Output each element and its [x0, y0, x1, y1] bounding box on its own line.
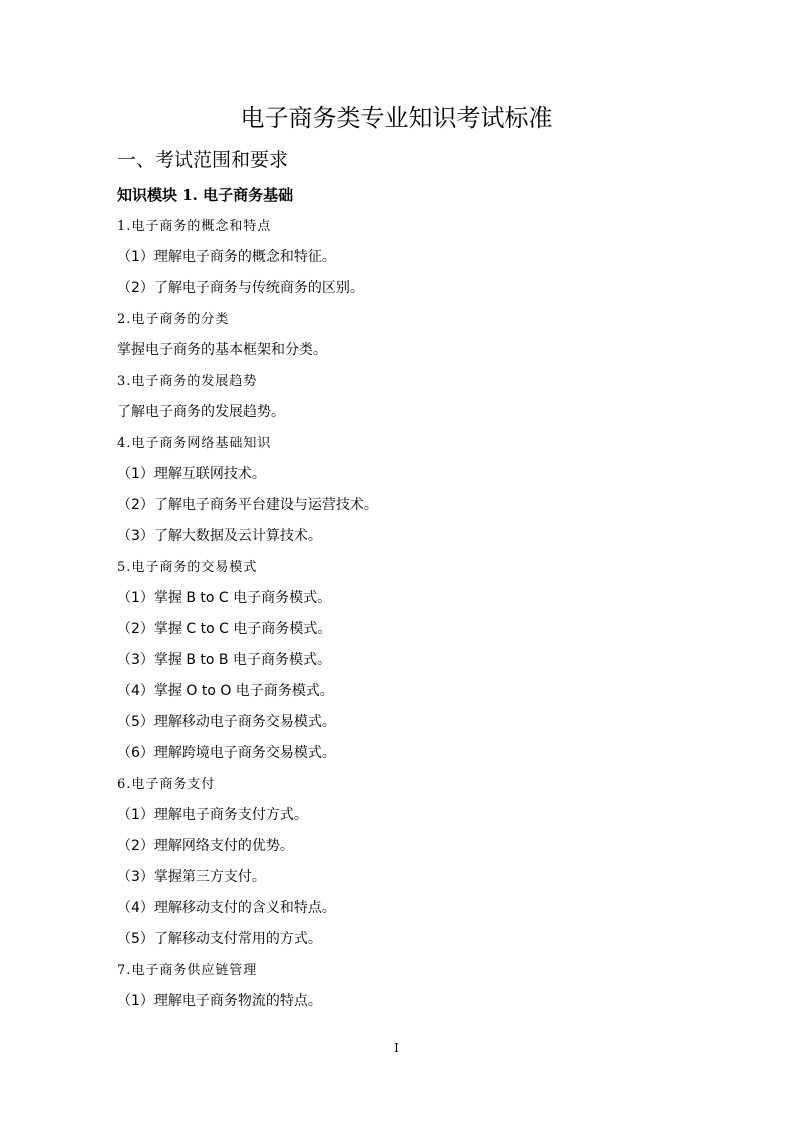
topic-heading: 7.电子商务供应链管理	[117, 963, 258, 978]
requirement-item: （1）理解电子商务物流的特点。	[117, 993, 322, 1009]
requirement-item: （5）了解移动支付常用的方式。	[117, 931, 322, 947]
section-heading: 一、考试范围和要求	[117, 149, 289, 171]
requirement-item: （3）掌握第三方支付。	[117, 869, 266, 885]
requirement-item: （4）理解移动支付的含义和特点。	[117, 900, 336, 916]
requirement-item: 了解电子商务的发展趋势。	[117, 404, 285, 420]
topic-heading: 5.电子商务的交易模式	[117, 560, 258, 575]
requirement-item: （5）理解移动电子商务交易模式。	[117, 714, 336, 730]
requirement-item: （3）了解大数据及云计算技术。	[117, 528, 322, 544]
requirement-item: 掌握电子商务的基本框架和分类。	[117, 342, 327, 358]
topic-heading: 4.电子商务网络基础知识	[117, 436, 272, 451]
topic-heading: 6.电子商务支付	[117, 777, 216, 792]
content-body	[117, 211, 677, 1017]
requirement-item: （6）理解跨境电子商务交易模式。	[117, 745, 336, 761]
requirement-item: （2）了解电子商务与传统商务的区别。	[117, 280, 364, 296]
requirement-item: （1）掌握 B to C 电子商务模式。	[117, 590, 332, 606]
module-heading: 知识模块 1. 电子商务基础	[117, 186, 294, 204]
page-number: I	[394, 1041, 399, 1055]
topic-heading: 2.电子商务的分类	[117, 312, 230, 327]
requirement-item: （1）理解电子商务支付方式。	[117, 807, 308, 823]
requirement-item: （2）了解电子商务平台建设与运营技术。	[117, 497, 378, 513]
requirement-item: （4）掌握 O to O 电子商务模式。	[117, 683, 334, 699]
requirement-item: （3）掌握 B to B 电子商务模式。	[117, 652, 331, 668]
requirement-item: （2）掌握 C to C 电子商务模式。	[117, 621, 332, 637]
document-title: 电子商务类专业知识考试标准	[240, 104, 553, 132]
topic-heading: 3.电子商务的发展趋势	[117, 374, 258, 389]
requirement-item: （1）理解电子商务的概念和特征。	[117, 249, 336, 265]
requirement-item: （2）理解网络支付的优势。	[117, 838, 294, 854]
requirement-item: （1）理解互联网技术。	[117, 466, 266, 482]
topic-heading: 1.电子商务的概念和特点	[117, 219, 272, 234]
